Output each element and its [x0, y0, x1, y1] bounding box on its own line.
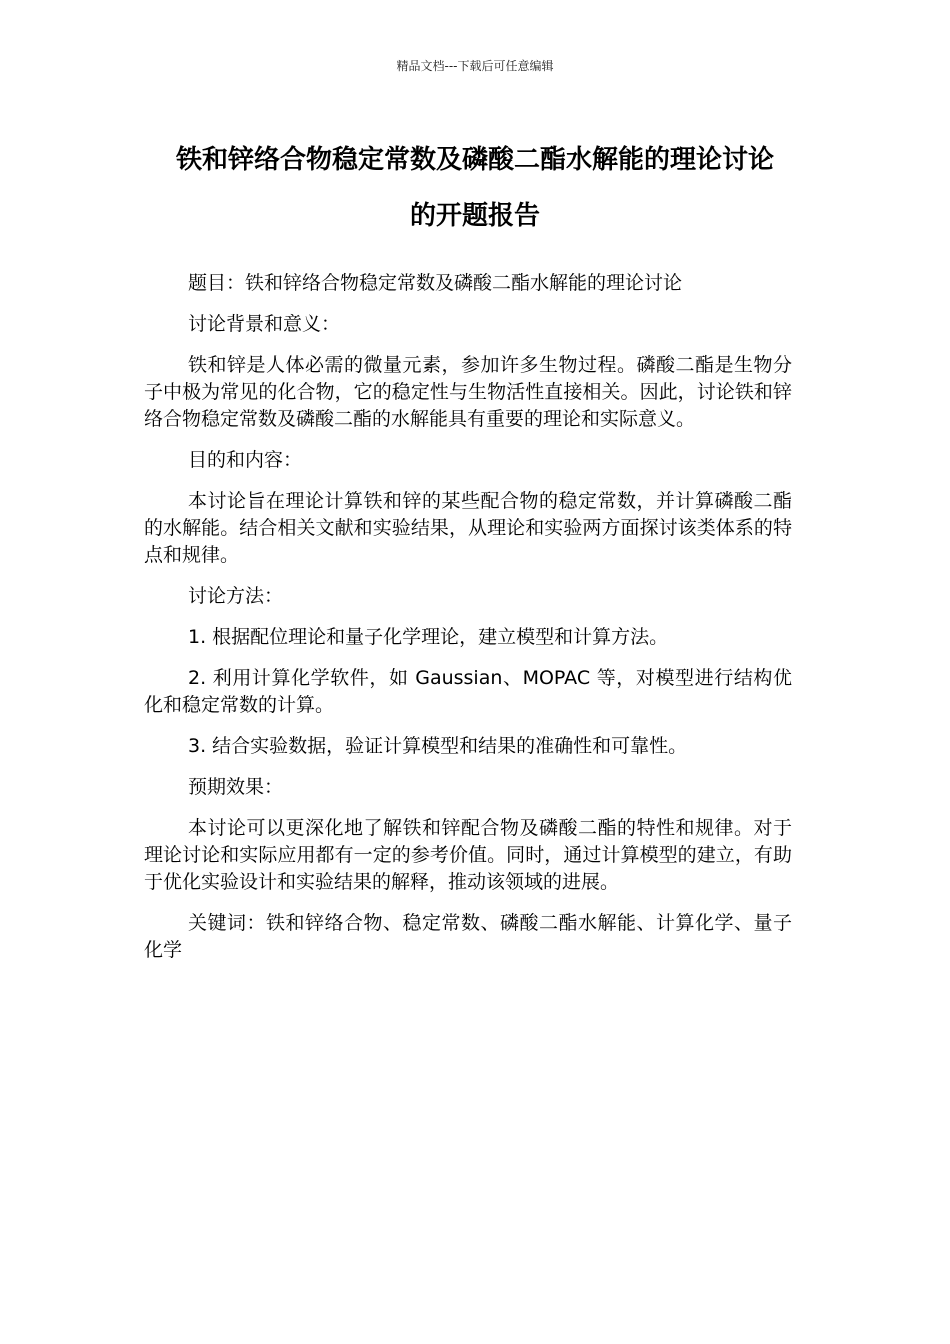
document-title — [140, 132, 810, 244]
topic-paragraph: 题目：铁和锌络合物稳定常数及磷酸二酯水解能的理论讨论 — [188, 272, 683, 294]
background-heading: 讨论背景和意义： — [188, 313, 341, 335]
document-title-line-1: 铁和锌络合物稳定常数及磷酸二酯水解能的理论讨论 — [175, 145, 774, 175]
method-item-1: 1. 根据配位理论和量子化学理论，建立模型和计算方法。 — [188, 626, 669, 648]
document-title-line-2: 的开题报告 — [409, 201, 540, 231]
purpose-heading: 目的和内容： — [188, 449, 303, 471]
method-item-2: 2. 利用计算化学软件，如 Gaussian、MOPAC 等，对模型进行结构优化和稳定常数的计算。 — [144, 667, 792, 716]
method-heading: 讨论方法： — [188, 585, 284, 607]
expected-paragraph: 本讨论可以更深化地了解铁和锌配合物及磷酸二酯的特性和规律。对于理论讨论和实际应用都有一定的参考价值。同时，通过计算模型的建立，有助于优化实验设计和实验结果的解释，推动该领域的进展。 — [144, 817, 792, 893]
background-paragraph: 铁和锌是人体必需的微量元素，参加许多生物过程。磷酸二酯是生物分子中极为常见的化合物，它的稳定性与生物活性直接相关。因此，讨论铁和锌络合物稳定常数及磷酸二酯的水解能具有重要的理论和实际意义。 — [144, 354, 792, 430]
document-body — [144, 270, 792, 978]
header-note: 精品文档---下载后可任意编辑 — [396, 59, 554, 73]
expected-heading: 预期效果： — [188, 776, 284, 798]
purpose-paragraph: 本讨论旨在理论计算铁和锌的某些配合物的稳定常数，并计算磷酸二酯的水解能。结合相关文献和实验结果，从理论和实验两方面探讨该类体系的特点和规律。 — [144, 490, 792, 566]
keywords-paragraph: 关键词：铁和锌络合物、稳定常数、磷酸二酯水解能、计算化学、量子化学 — [144, 912, 792, 961]
method-item-3: 3. 结合实验数据，验证计算模型和结果的准确性和可靠性。 — [188, 735, 688, 757]
